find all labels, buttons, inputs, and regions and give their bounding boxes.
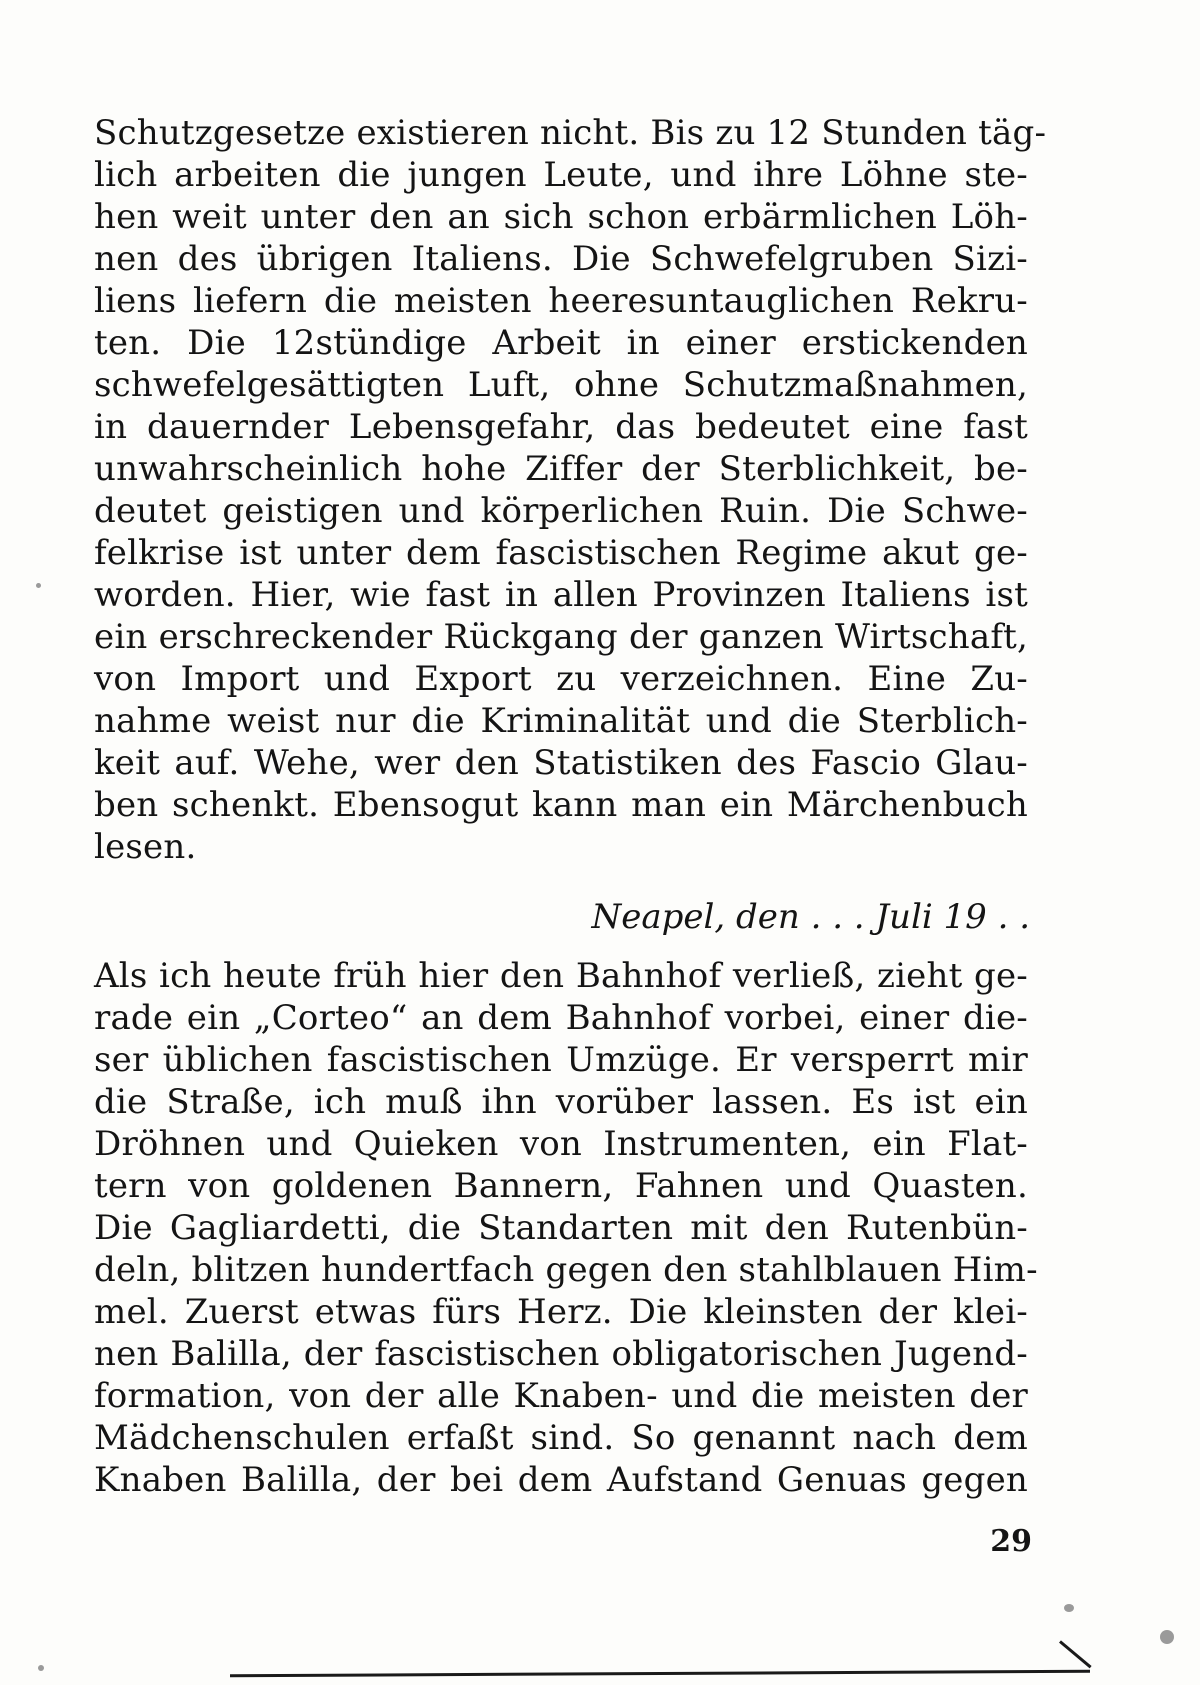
page-number: 29 [990, 1524, 1032, 1559]
scan-speck [38, 1665, 44, 1671]
text-line: rade ein „Corteo“ an dem Bahnhof vorbei, einer die- [94, 998, 1028, 1038]
text-line: lesen. [94, 827, 197, 867]
text-line: felkrise ist unter dem fascistischen Regime akut ge- [94, 533, 1028, 573]
scan-speck [36, 583, 41, 588]
text-line: tern von goldenen Bannern, Fahnen und Quasten. [94, 1166, 1028, 1206]
text-line: von Import und Export zu verzeichnen. Eine Zu- [94, 659, 1028, 699]
text-line: unwahrscheinlich hohe Ziffer der Sterblichkeit, be- [94, 449, 1028, 489]
text-line: liens liefern die meisten heeresuntauglichen Rekru- [94, 281, 1028, 321]
text-line: ten. Die 12stündige Arbeit in einer erstickenden [94, 323, 1028, 363]
text-line: mel. Zuerst etwas fürs Herz. Die kleinsten der klei- [94, 1292, 1028, 1332]
text-line: Als ich heute früh hier den Bahnhof verließ, zieht ge- [94, 956, 1028, 996]
paragraph-naples-corteo [94, 955, 1038, 1501]
scan-edge-line-corner [1059, 1640, 1092, 1668]
scan-speck [1064, 1604, 1074, 1612]
text-line: nen Balilla, der fascistischen obligatorischen Jugend- [94, 1334, 1028, 1374]
text-line: ser üblichen fascistischen Umzüge. Er versperrt mir [94, 1040, 1028, 1080]
text-line: in dauernder Lebensgefahr, das bedeutet eine fast [94, 407, 1028, 447]
text-line: Knaben Balilla, der bei dem Aufstand Genuas gegen [94, 1460, 1028, 1500]
text-line: keit auf. Wehe, wer den Statistiken des Fascio Glau- [94, 743, 1028, 783]
scan-speck [1160, 1630, 1174, 1644]
text-line: Die Gagliardetti, die Standarten mit den Rutenbün- [94, 1208, 1028, 1248]
scan-edge-line [230, 1670, 1090, 1678]
paragraph-sulfur-mines [94, 112, 1047, 868]
text-line: die Straße, ich muß ihn vorüber lassen. Es ist ein [94, 1082, 1028, 1122]
text-line: hen weit unter den an sich schon erbärmlichen Löh- [94, 197, 1028, 237]
text-line: formation, von der alle Knaben- und die meisten der [94, 1376, 1028, 1416]
text-line: nen des übrigen Italiens. Die Schwefelgruben Sizi- [94, 239, 1028, 279]
text-line: Schutzgesetze existieren nicht. Bis zu 12 Stunden täg- [94, 113, 1047, 153]
text-line: schwefelgesättigten Luft, ohne Schutzmaßnahmen, [94, 365, 1028, 405]
text-line: Mädchenschulen erfaßt sind. So genannt nach dem [94, 1418, 1028, 1458]
text-line: worden. Hier, wie fast in allen Provinzen Italiens ist [94, 575, 1028, 615]
text-line: nahme weist nur die Kriminalität und die Sterblich- [94, 701, 1028, 741]
text-line: ein erschreckender Rückgang der ganzen Wirtschaft, [94, 617, 1028, 657]
text-line: deln, blitzen hundertfach gegen den stahlblauen Him- [94, 1250, 1038, 1290]
text-line: Dröhnen und Quieken von Instrumenten, ein Flat- [94, 1124, 1028, 1164]
text-line: lich arbeiten die jungen Leute, und ihre Löhne ste- [94, 155, 1028, 195]
text-line: ben schenkt. Ebensogut kann man ein Märchenbuch [94, 785, 1028, 825]
dateline: Neapel, den . . . Juli 19 . . [591, 897, 1030, 937]
text-line: deutet geistigen und körperlichen Ruin. Die Schwe- [94, 491, 1028, 531]
